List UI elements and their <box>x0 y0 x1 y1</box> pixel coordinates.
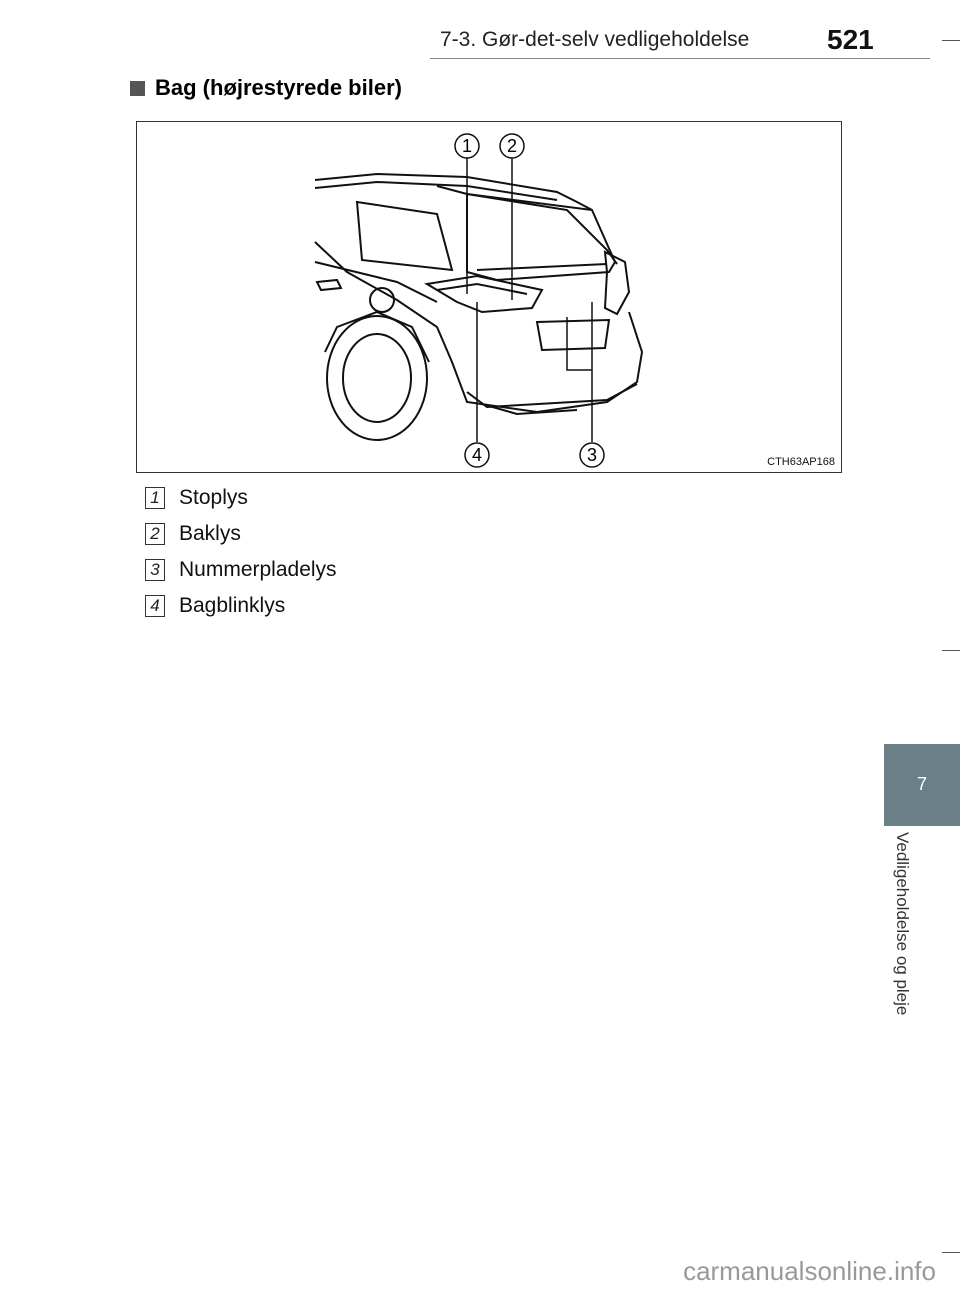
page-number: 521 <box>827 24 874 55</box>
legend-label: Baklys <box>179 522 241 545</box>
legend-list <box>145 480 337 624</box>
legend-label: Stoplys <box>179 486 248 509</box>
watermark: carmanualsonline.info <box>683 1256 936 1286</box>
legend-item <box>145 552 337 588</box>
legend-item <box>145 588 337 624</box>
square-bullet-icon <box>130 81 145 96</box>
section-heading <box>130 75 402 101</box>
callout-4: 4 <box>471 445 483 465</box>
callout-3: 3 <box>586 445 598 465</box>
header-rule <box>430 58 930 59</box>
legend-number: 3 <box>145 559 165 581</box>
section-heading-text: Bag (højrestyrede biler) <box>155 75 402 100</box>
legend-number: 2 <box>145 523 165 545</box>
chapter-tab <box>884 744 960 826</box>
callout-1: 1 <box>461 136 473 156</box>
chapter-title-vertical <box>884 832 924 1062</box>
rear-lights-illustration <box>136 121 842 473</box>
legend-label: Nummerpladelys <box>179 558 337 581</box>
legend-number: 1 <box>145 487 165 509</box>
legend-item <box>145 480 337 516</box>
chapter-title: Vedligeholdelse og pleje <box>893 832 912 1016</box>
crop-mark <box>942 40 960 41</box>
legend-number: 4 <box>145 595 165 617</box>
legend-label: Bagblinklys <box>179 594 286 617</box>
header-section-title: 7-3. Gør-det-selv vedligeholdelse <box>440 28 750 51</box>
legend-item <box>145 516 337 552</box>
car-rear-drawing <box>137 122 842 473</box>
crop-mark <box>942 1252 960 1253</box>
callout-2: 2 <box>506 136 518 156</box>
chapter-number: 7 <box>916 774 927 794</box>
crop-mark <box>942 650 960 651</box>
figure-code: CTH63AP168 <box>767 456 835 468</box>
